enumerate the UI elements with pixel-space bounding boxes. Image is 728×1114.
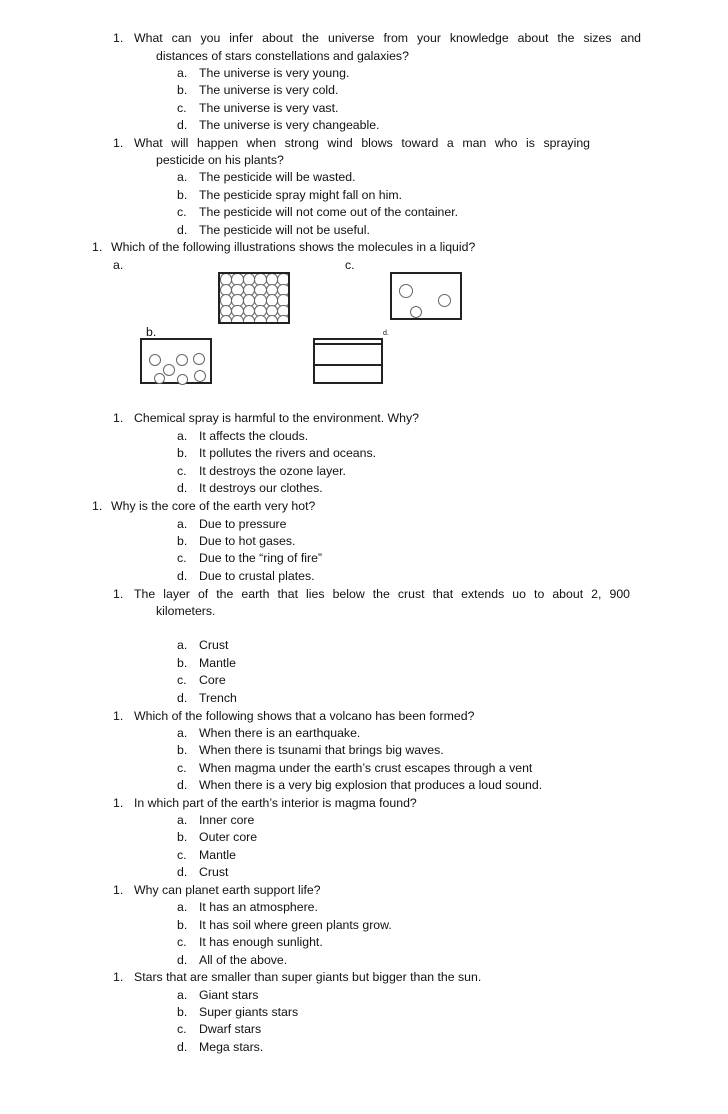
q9-choice-b-letter: b. — [177, 918, 188, 932]
q1-choice-b-letter: b. — [177, 83, 188, 97]
q7-choice-c-letter: c. — [177, 761, 187, 775]
q3-label-c: c. — [345, 258, 355, 272]
q10-choice-d-letter: d. — [177, 1040, 188, 1054]
q5-choice-b: Due to hot gases. — [199, 534, 296, 548]
q8-choice-a: Inner core — [199, 813, 255, 827]
q7-stem: Which of the following shows that a volcano has been formed? — [134, 709, 475, 723]
q2-choice-b-letter: b. — [177, 188, 188, 202]
q7-choice-d-letter: d. — [177, 778, 188, 792]
q6-choice-a-letter: a. — [177, 638, 188, 652]
q1-choice-c-letter: c. — [177, 101, 187, 115]
q4-choice-b: It pollutes the rivers and oceans. — [199, 446, 377, 460]
q2-choice-a-letter: a. — [177, 170, 188, 184]
q2-choice-d: The pesticide will not be useful. — [199, 223, 370, 237]
bar-bottom — [313, 364, 383, 384]
q8-number: 1. — [113, 796, 124, 810]
q4-choice-b-letter: b. — [177, 446, 188, 460]
q10-choice-c: Dwarf stars — [199, 1022, 262, 1036]
q7-choice-a: When there is an earthquake. — [199, 726, 361, 740]
molecule — [176, 354, 188, 366]
illustration-a-solid — [218, 272, 290, 324]
q1-stem-line2: distances of stars constellations and galaxies? — [156, 49, 409, 63]
q5-choice-b-letter: b. — [177, 534, 188, 548]
molecule — [438, 294, 451, 307]
q9-number: 1. — [113, 883, 124, 897]
q9-choice-b: It has soil where green plants grow. — [199, 918, 392, 932]
q4-stem: Chemical spray is harmful to the environment. Why? — [134, 411, 419, 425]
q4-choice-c-letter: c. — [177, 464, 187, 478]
q9-choice-a-letter: a. — [177, 900, 188, 914]
q1-stem-line1: What can you infer about the universe from your knowledge about the sizes and — [134, 31, 641, 45]
q5-choice-c: Due to the “ring of fire” — [199, 551, 323, 565]
q4-choice-a: It affects the clouds. — [199, 429, 309, 443]
q1-choice-b: The universe is very cold. — [199, 83, 339, 97]
q3-stem: Which of the following illustrations shows the molecules in a liquid? — [111, 240, 476, 254]
q5-stem: Why is the core of the earth very hot? — [111, 499, 316, 513]
molecule — [154, 373, 165, 384]
q1-choice-d: The universe is very changeable. — [199, 118, 380, 132]
q3-number: 1. — [92, 240, 103, 254]
q7-choice-d: When there is a very big explosion that produces a loud sound. — [199, 778, 543, 792]
q10-choice-c-letter: c. — [177, 1022, 187, 1036]
q4-choice-c: It destroys the ozone layer. — [199, 464, 346, 478]
q5-number: 1. — [92, 499, 103, 513]
illustration-c-gas — [390, 272, 462, 320]
q1-choice-d-letter: d. — [177, 118, 188, 132]
q6-stem-line1: The layer of the earth that lies below the crust that extends uo to about 2, 900 — [134, 587, 630, 601]
q1-number: 1. — [113, 31, 124, 45]
q6-choice-c: Core — [199, 673, 226, 687]
molecule — [277, 315, 290, 324]
q3-label-b: b. — [146, 325, 157, 339]
molecule — [163, 364, 175, 376]
q4-choice-a-letter: a. — [177, 429, 188, 443]
q10-number: 1. — [113, 970, 124, 984]
q8-stem: In which part of the earth’s interior is magma found? — [134, 796, 417, 810]
q6-choice-b-letter: b. — [177, 656, 188, 670]
q9-choice-c: It has enough sunlight. — [199, 935, 323, 949]
q9-stem: Why can planet earth support life? — [134, 883, 321, 897]
q9-choice-d-letter: d. — [177, 953, 188, 967]
q7-choice-b-letter: b. — [177, 743, 188, 757]
q2-number: 1. — [113, 136, 124, 150]
q10-choice-b-letter: b. — [177, 1005, 188, 1019]
q10-choice-d: Mega stars. — [199, 1040, 264, 1054]
q6-choice-c-letter: c. — [177, 673, 187, 687]
q5-choice-a-letter: a. — [177, 517, 188, 531]
q8-choice-a-letter: a. — [177, 813, 188, 827]
q6-choice-d-letter: d. — [177, 691, 188, 705]
q2-choice-d-letter: d. — [177, 223, 188, 237]
q9-choice-d: All of the above. — [199, 953, 288, 967]
molecule — [149, 354, 161, 366]
q9-choice-c-letter: c. — [177, 935, 187, 949]
q2-choice-b: The pesticide spray might fall on him. — [199, 188, 402, 202]
q5-choice-c-letter: c. — [177, 551, 187, 565]
q5-choice-d: Due to crustal plates. — [199, 569, 315, 583]
q8-choice-d: Crust — [199, 865, 229, 879]
q4-number: 1. — [113, 411, 124, 425]
q7-choice-b: When there is tsunami that brings big waves. — [199, 743, 444, 757]
q9-choice-a: It has an atmosphere. — [199, 900, 318, 914]
q10-choice-b: Super giants stars — [199, 1005, 299, 1019]
illustration-d — [313, 338, 383, 384]
molecule — [399, 284, 413, 298]
q1-choice-c: The universe is very vast. — [199, 101, 339, 115]
q8-choice-c-letter: c. — [177, 848, 187, 862]
molecule — [177, 374, 188, 385]
q10-choice-a-letter: a. — [177, 988, 188, 1002]
q6-stem-line2: kilometers. — [156, 604, 216, 618]
q7-choice-c: When magma under the earth’s crust escapes through a vent — [199, 761, 533, 775]
q8-choice-b-letter: b. — [177, 830, 188, 844]
q6-choice-a: Crust — [199, 638, 229, 652]
q4-choice-d-letter: d. — [177, 481, 188, 495]
q6-choice-d: Trench — [199, 691, 237, 705]
q2-choice-a: The pesticide will be wasted. — [199, 170, 356, 184]
q6-number: 1. — [113, 587, 124, 601]
bar-middle — [313, 343, 383, 366]
q5-choice-a: Due to pressure — [199, 517, 287, 531]
q8-choice-b: Outer core — [199, 830, 258, 844]
molecule — [254, 315, 267, 324]
q8-choice-c: Mantle — [199, 848, 236, 862]
q2-choice-c-letter: c. — [177, 205, 187, 219]
q8-choice-d-letter: d. — [177, 865, 188, 879]
q10-stem: Stars that are smaller than super giants but bigger than the sun. — [134, 970, 482, 984]
q2-stem-line2: pesticide on his plants? — [156, 153, 284, 167]
molecule — [410, 306, 422, 318]
q7-choice-a-letter: a. — [177, 726, 188, 740]
q3-label-d: d. — [383, 330, 389, 337]
q2-choice-c: The pesticide will not come out of the container. — [199, 205, 459, 219]
q5-choice-d-letter: d. — [177, 569, 188, 583]
q1-choice-a: The universe is very young. — [199, 66, 350, 80]
molecule — [194, 370, 206, 382]
q7-number: 1. — [113, 709, 124, 723]
illustration-b-liquid — [140, 338, 212, 384]
q2-stem-line1: What will happen when strong wind blows toward a man who is spraying — [134, 136, 590, 150]
q6-choice-b: Mantle — [199, 656, 236, 670]
q1-choice-a-letter: a. — [177, 66, 188, 80]
q4-choice-d: It destroys our clothes. — [199, 481, 323, 495]
molecule — [193, 353, 205, 365]
q3-label-a: a. — [113, 258, 124, 272]
q10-choice-a: Giant stars — [199, 988, 259, 1002]
molecule — [231, 315, 244, 324]
